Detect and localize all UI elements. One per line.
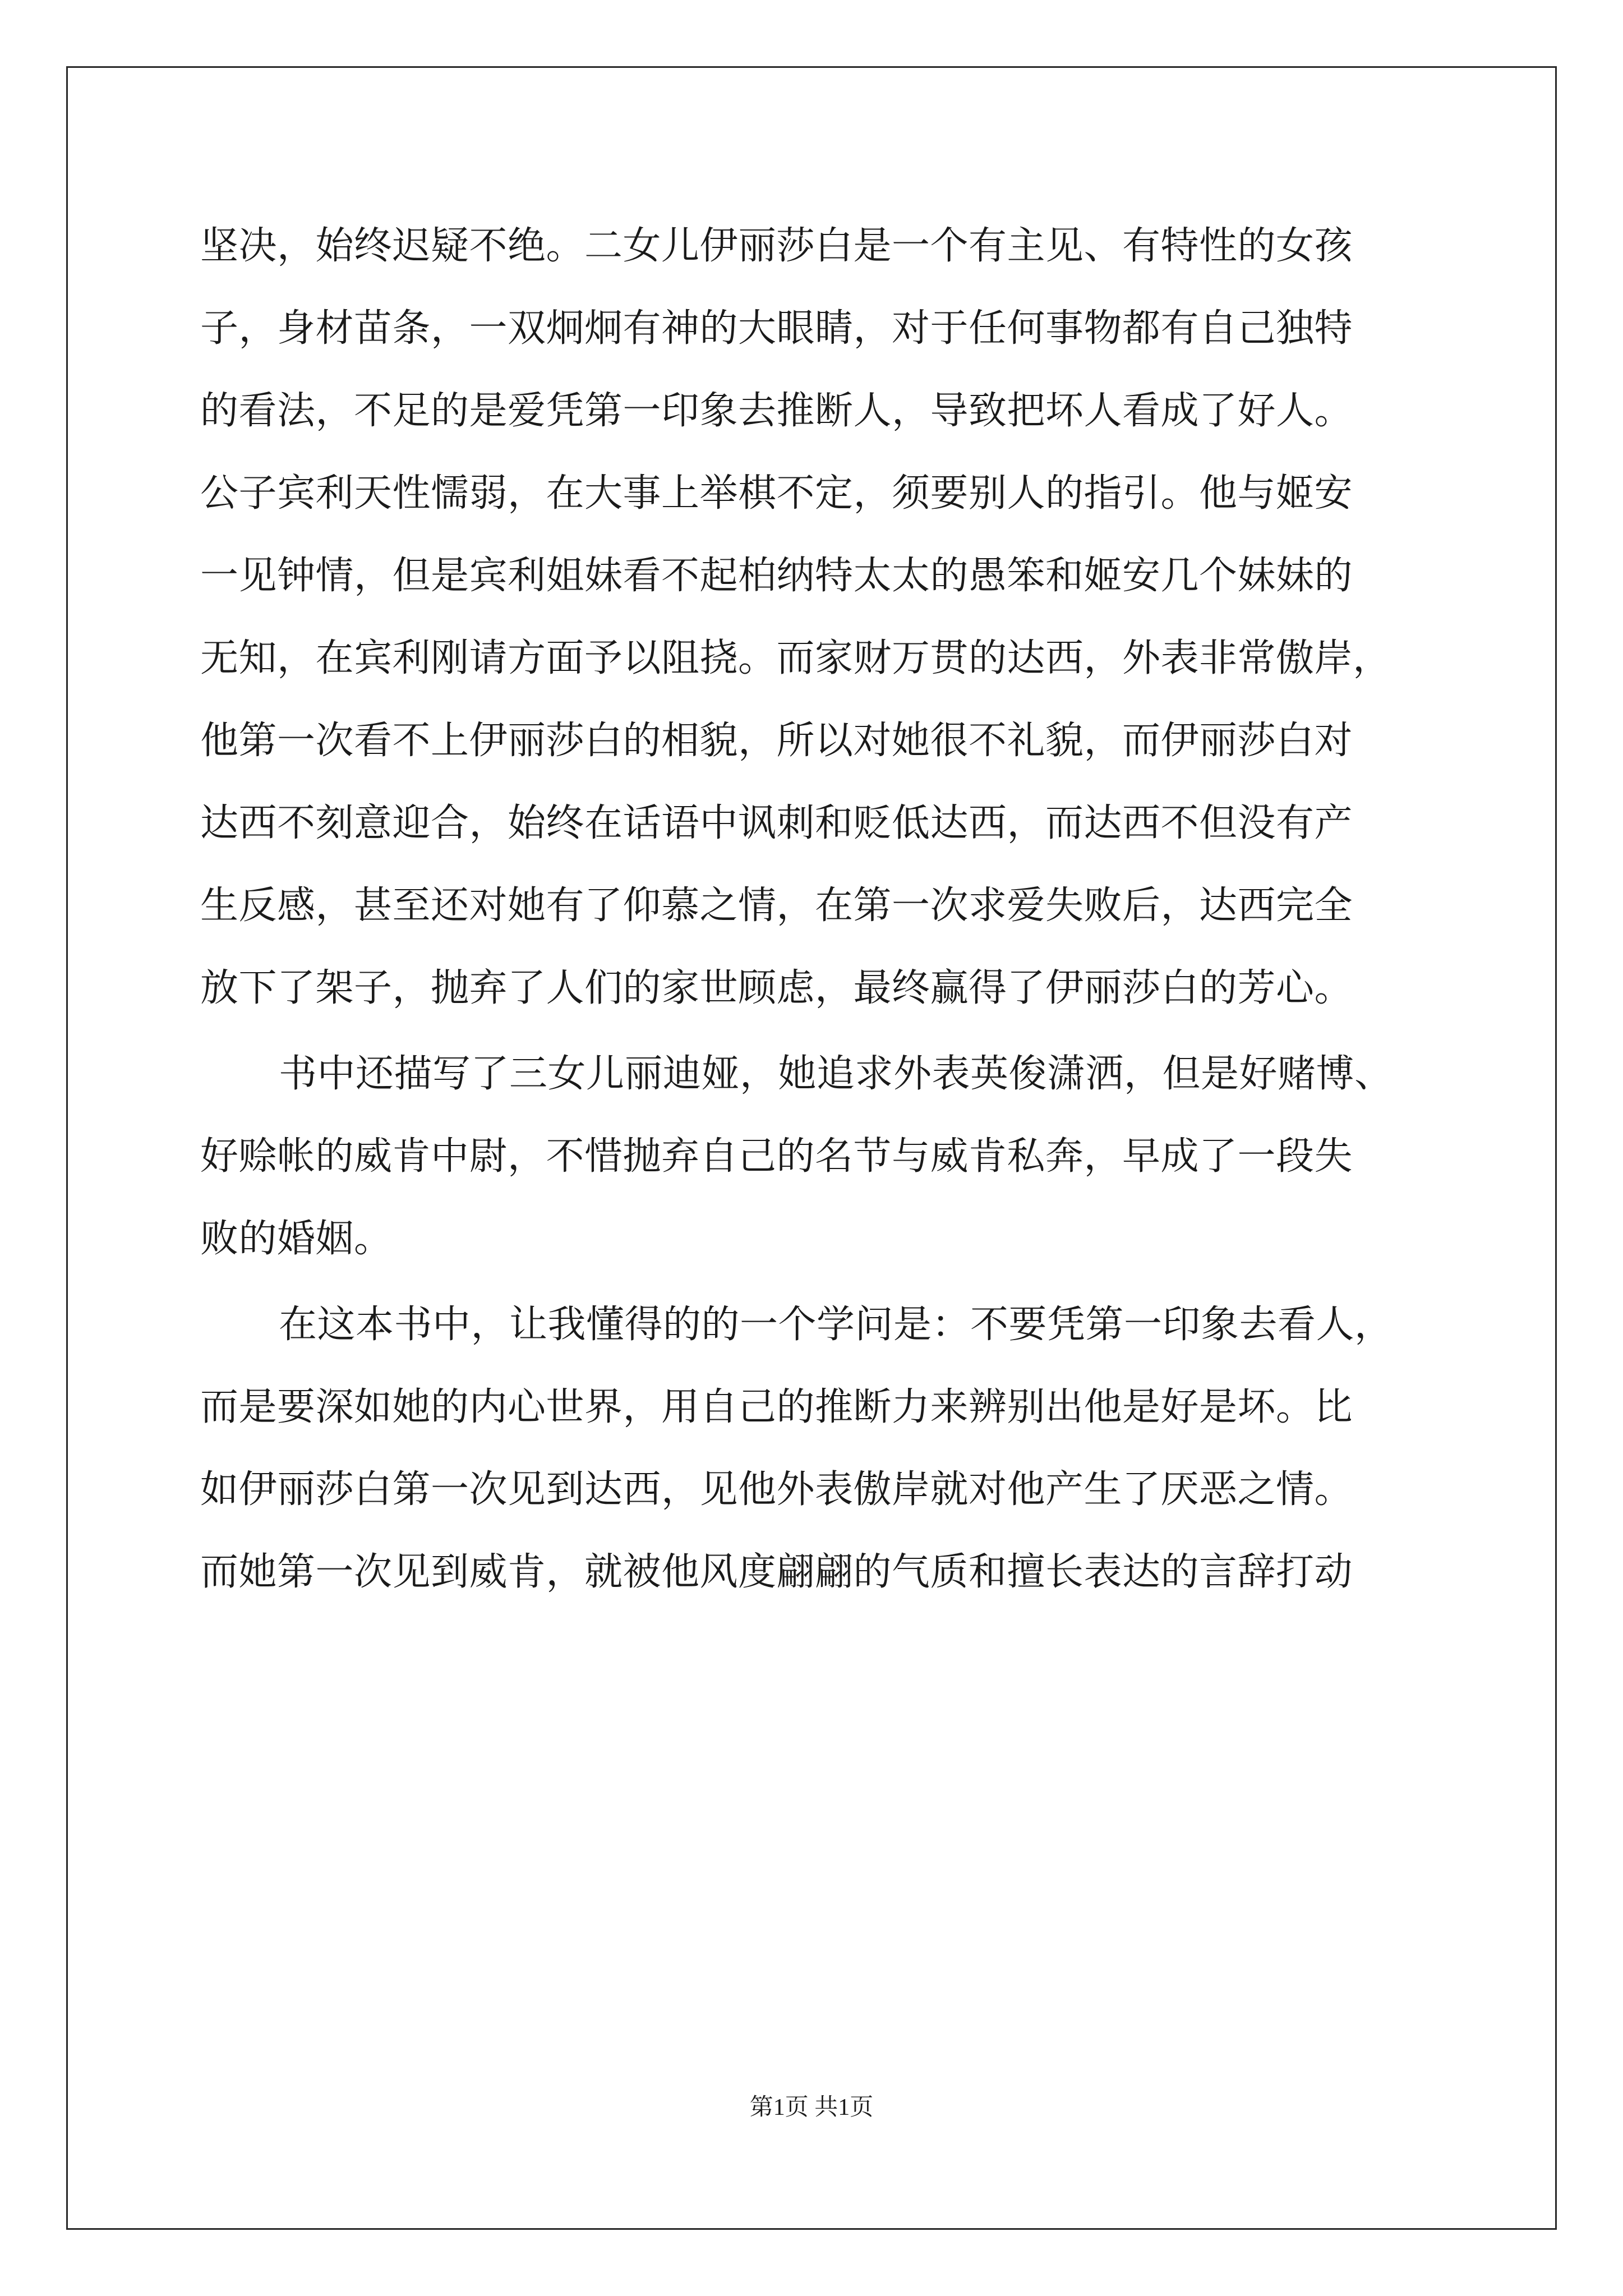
text-line: 生反感，甚至还对她有了仰慕之情，在第一次求爱失败后，达西完全 bbox=[200, 884, 1353, 928]
text-line: 而是要深如她的内心世界，用自己的推断力来辨别出他是好是坏。比 bbox=[200, 1385, 1353, 1429]
page-number-footer: 第1页 共1页 bbox=[749, 2095, 874, 2120]
text-line: 而她第一次见到威肯，就被他风度翩翩的气质和擅长表达的言辞打动 bbox=[200, 1550, 1353, 1594]
text-line: 败的婚姻。 bbox=[200, 1217, 393, 1261]
text-line: 公子宾利天性懦弱，在大事上举棋不定，须要别人的指引。他与姬安 bbox=[200, 471, 1353, 516]
text-line: 子，身材苗条，一双炯炯有神的大眼睛，对于任何事物都有自己独特 bbox=[200, 306, 1353, 351]
text-line: 一见钟情，但是宾利姐妹看不起柏纳特太太的愚笨和姬安几个妹妹的 bbox=[200, 554, 1353, 598]
text-line: 如伊丽莎白第一次见到达西，见他外表傲岸就对他产生了厌恶之情。 bbox=[200, 1467, 1353, 1512]
text-line: 坚决，始终迟疑不绝。二女儿伊丽莎白是一个有主见、有特性的女孩 bbox=[200, 224, 1353, 268]
text-line: 他第一次看不上伊丽莎白的相貌，所以对她很不礼貌，而伊丽莎白对 bbox=[200, 719, 1353, 763]
text-line: 好赊帐的威肯中尉，不惜抛弃自己的名节与威肯私奔，早成了一段失 bbox=[200, 1134, 1353, 1179]
text-line: 的看法，不足的是爱凭第一印象去推断人，导致把坏人看成了好人。 bbox=[200, 389, 1353, 433]
paragraph-start-line: 书中还描写了三女儿丽迪娅，她追求外表英俊潇洒，但是好赌博、 bbox=[279, 1052, 1393, 1096]
document-body bbox=[200, 205, 1434, 1613]
text-line: 无知，在宾利刚请方面予以阻挠。而家财万贯的达西，外表非常傲岸， bbox=[200, 636, 1391, 680]
text-line: 达西不刻意迎合，始终在话语中讽刺和贬低达西，而达西不但没有产 bbox=[200, 801, 1353, 845]
paragraph-start-line: 在这本书中，让我懂得的的一个学问是：不要凭第一印象去看人， bbox=[279, 1303, 1393, 1347]
text-line: 放下了架子，抛弃了人们的家世顾虑，最终赢得了伊丽莎白的芳心。 bbox=[200, 966, 1353, 1010]
